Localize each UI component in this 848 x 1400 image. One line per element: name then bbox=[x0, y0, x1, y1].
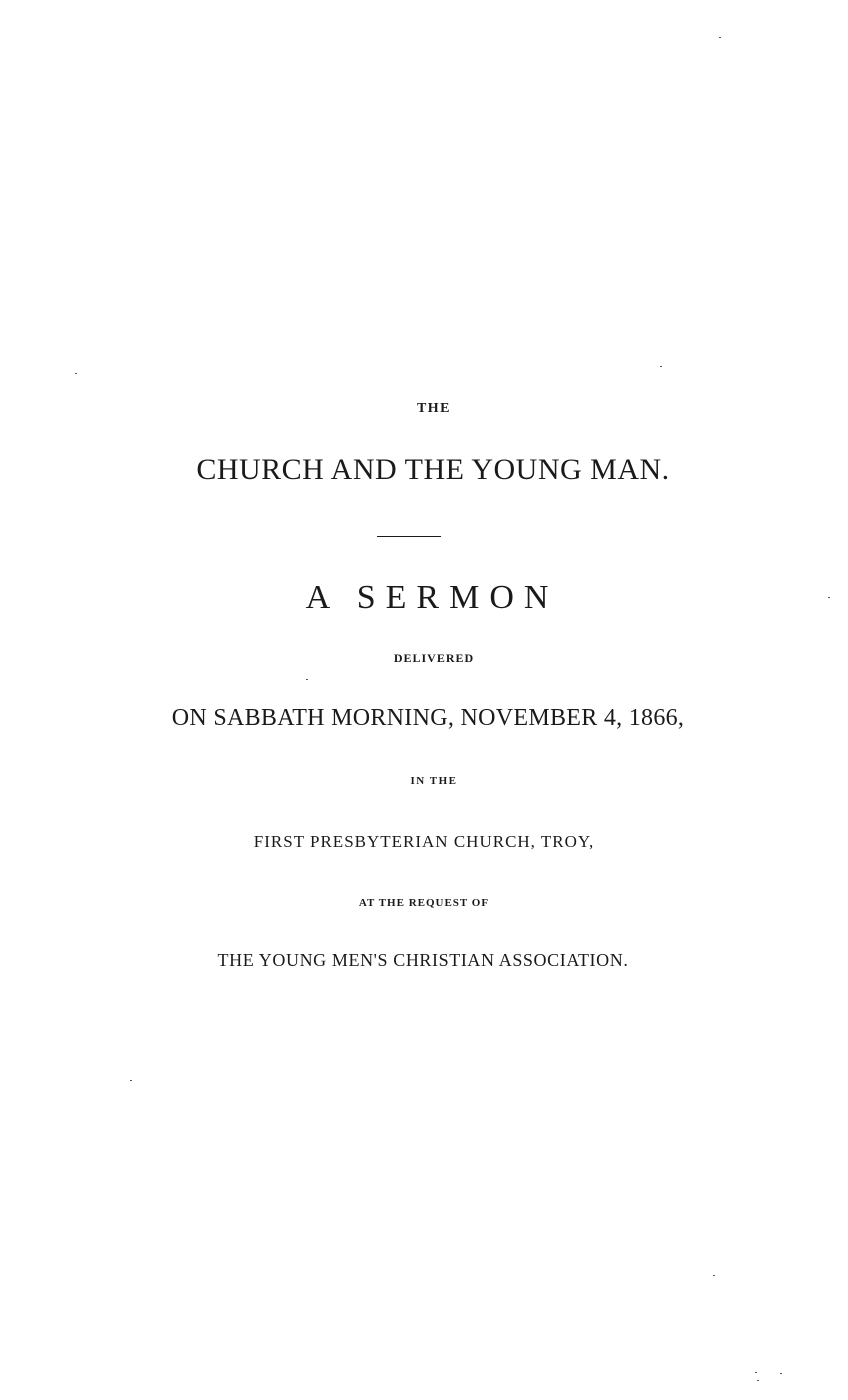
date-line: ON SABBATH MORNING, NOVEMBER 4, 1866, bbox=[171, 705, 685, 731]
paper-speck bbox=[780, 1373, 782, 1374]
paper-speck bbox=[755, 1372, 757, 1373]
paper-speck bbox=[757, 1380, 759, 1381]
paper-speck bbox=[828, 597, 830, 598]
association-name: THE YOUNG MEN'S CHRISTIAN ASSOCIATION. bbox=[217, 950, 629, 970]
paper-speck bbox=[660, 366, 662, 367]
request-label: AT THE REQUEST OF bbox=[358, 897, 490, 909]
paper-speck bbox=[75, 373, 77, 374]
in-the-label: IN THE bbox=[410, 775, 458, 787]
title-divider bbox=[377, 536, 441, 537]
book-title: CHURCH AND THE YOUNG MAN. bbox=[196, 453, 670, 486]
paper-speck bbox=[306, 679, 308, 680]
paper-speck bbox=[130, 1080, 132, 1081]
paper-speck bbox=[713, 1275, 715, 1276]
paper-speck bbox=[719, 37, 721, 38]
church-name: FIRST PRESBYTERIAN CHURCH, TROY, bbox=[253, 832, 595, 851]
sermon-heading: A SERMON bbox=[305, 579, 559, 616]
delivered-label: DELIVERED bbox=[393, 651, 475, 665]
title-article: THE bbox=[416, 401, 452, 416]
